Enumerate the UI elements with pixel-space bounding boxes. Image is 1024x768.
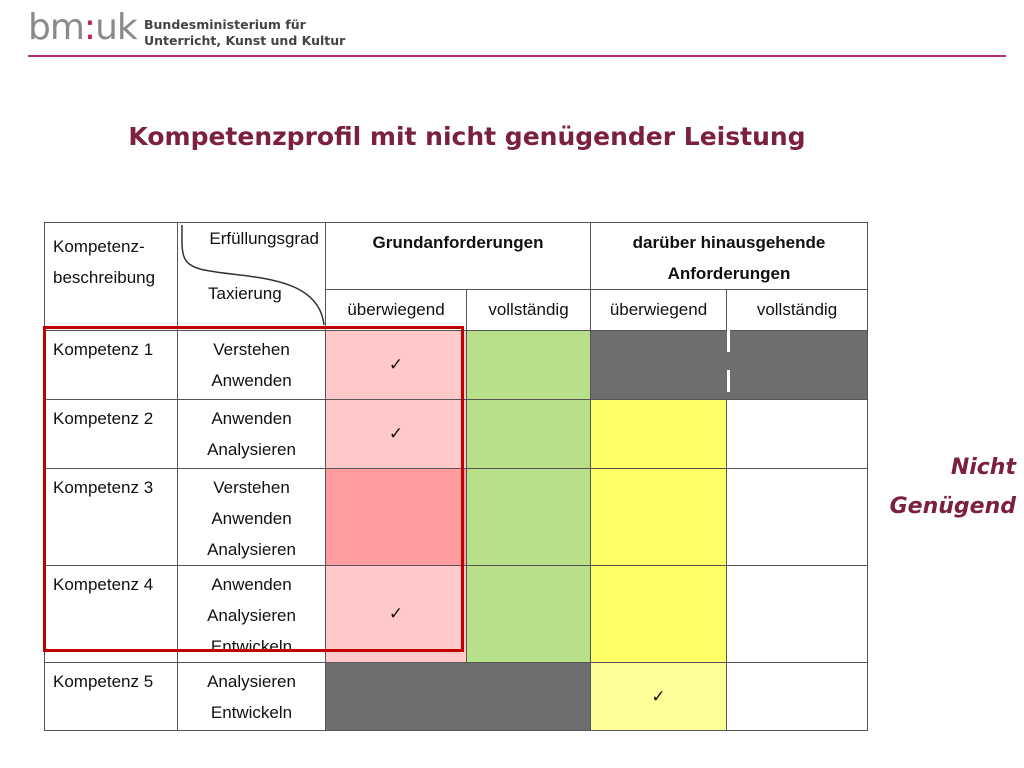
ministry-name (144, 17, 345, 49)
corner-competence-description: Kompetenz- beschreibung (45, 223, 178, 331)
taxonomy-levels: Analysieren Entwickeln (178, 663, 326, 731)
group-header-extended: darüber hinausgehende Anforderungen (591, 223, 868, 290)
gray-divider-mark (727, 370, 730, 392)
cell-extended-fully (727, 469, 868, 566)
check-mark: ✓ (326, 400, 467, 469)
corner-taxierung: Taxierung (208, 284, 282, 303)
logo-mark: bm:uk (28, 7, 137, 48)
cell-basic-fully (467, 400, 591, 469)
competence-name: Kompetenz 4 (45, 566, 178, 663)
taxonomy-levels: Verstehen Anwenden (178, 331, 326, 400)
cell-extended-fully (727, 663, 868, 731)
cell-basic-fully (467, 566, 591, 663)
result-label (890, 448, 1016, 526)
ministry-name-line1: Bundesministerium für (144, 17, 306, 32)
cell-extended-fully (727, 566, 868, 663)
check-mark: ✓ (326, 566, 467, 663)
corner-erfuellungsgrad: Erfüllungsgrad (209, 229, 319, 248)
check-mark: ✓ (326, 331, 467, 400)
competence-name: Kompetenz 3 (45, 469, 178, 566)
ministry-name-line2: Unterricht, Kunst und Kultur (144, 33, 346, 48)
taxonomy-levels: Verstehen Anwenden Analysieren (178, 469, 326, 566)
check-mark: ✓ (591, 663, 727, 731)
competence-name: Kompetenz 2 (45, 400, 178, 469)
header-divider (28, 55, 1006, 57)
subheader-extended-fully: vollständig (727, 290, 868, 331)
cell-extended-mostly (591, 400, 727, 469)
slide-title: Kompetenzprofil mit nicht genügender Leistung (128, 122, 806, 151)
group-header-basic: Grundanforderungen (326, 223, 591, 290)
result-label-line1: Nicht (950, 455, 1016, 480)
cell-basic-fully (467, 331, 591, 400)
subheader-basic-fully: vollständig (467, 290, 591, 331)
competence-name: Kompetenz 1 (45, 331, 178, 400)
subheader-basic-mostly: überwiegend (326, 290, 467, 331)
gray-divider-mark (727, 330, 730, 352)
highlight-frame (43, 326, 464, 652)
result-label-line2: Genügend (889, 494, 1016, 519)
table-row (45, 663, 868, 731)
corner-diagonal-header (178, 223, 326, 331)
competence-name: Kompetenz 5 (45, 663, 178, 731)
cell-extended-mostly (591, 566, 727, 663)
cell-extended-mostly (591, 469, 727, 566)
subheader-extended-mostly: überwiegend (591, 290, 727, 331)
taxonomy-levels: Anwenden Analysieren Entwickeln (178, 566, 326, 663)
cell-basic-unavailable (326, 663, 591, 731)
cell-extended-fully (727, 400, 868, 469)
cell-basic-fully (467, 469, 591, 566)
taxonomy-levels: Anwenden Analysieren (178, 400, 326, 469)
